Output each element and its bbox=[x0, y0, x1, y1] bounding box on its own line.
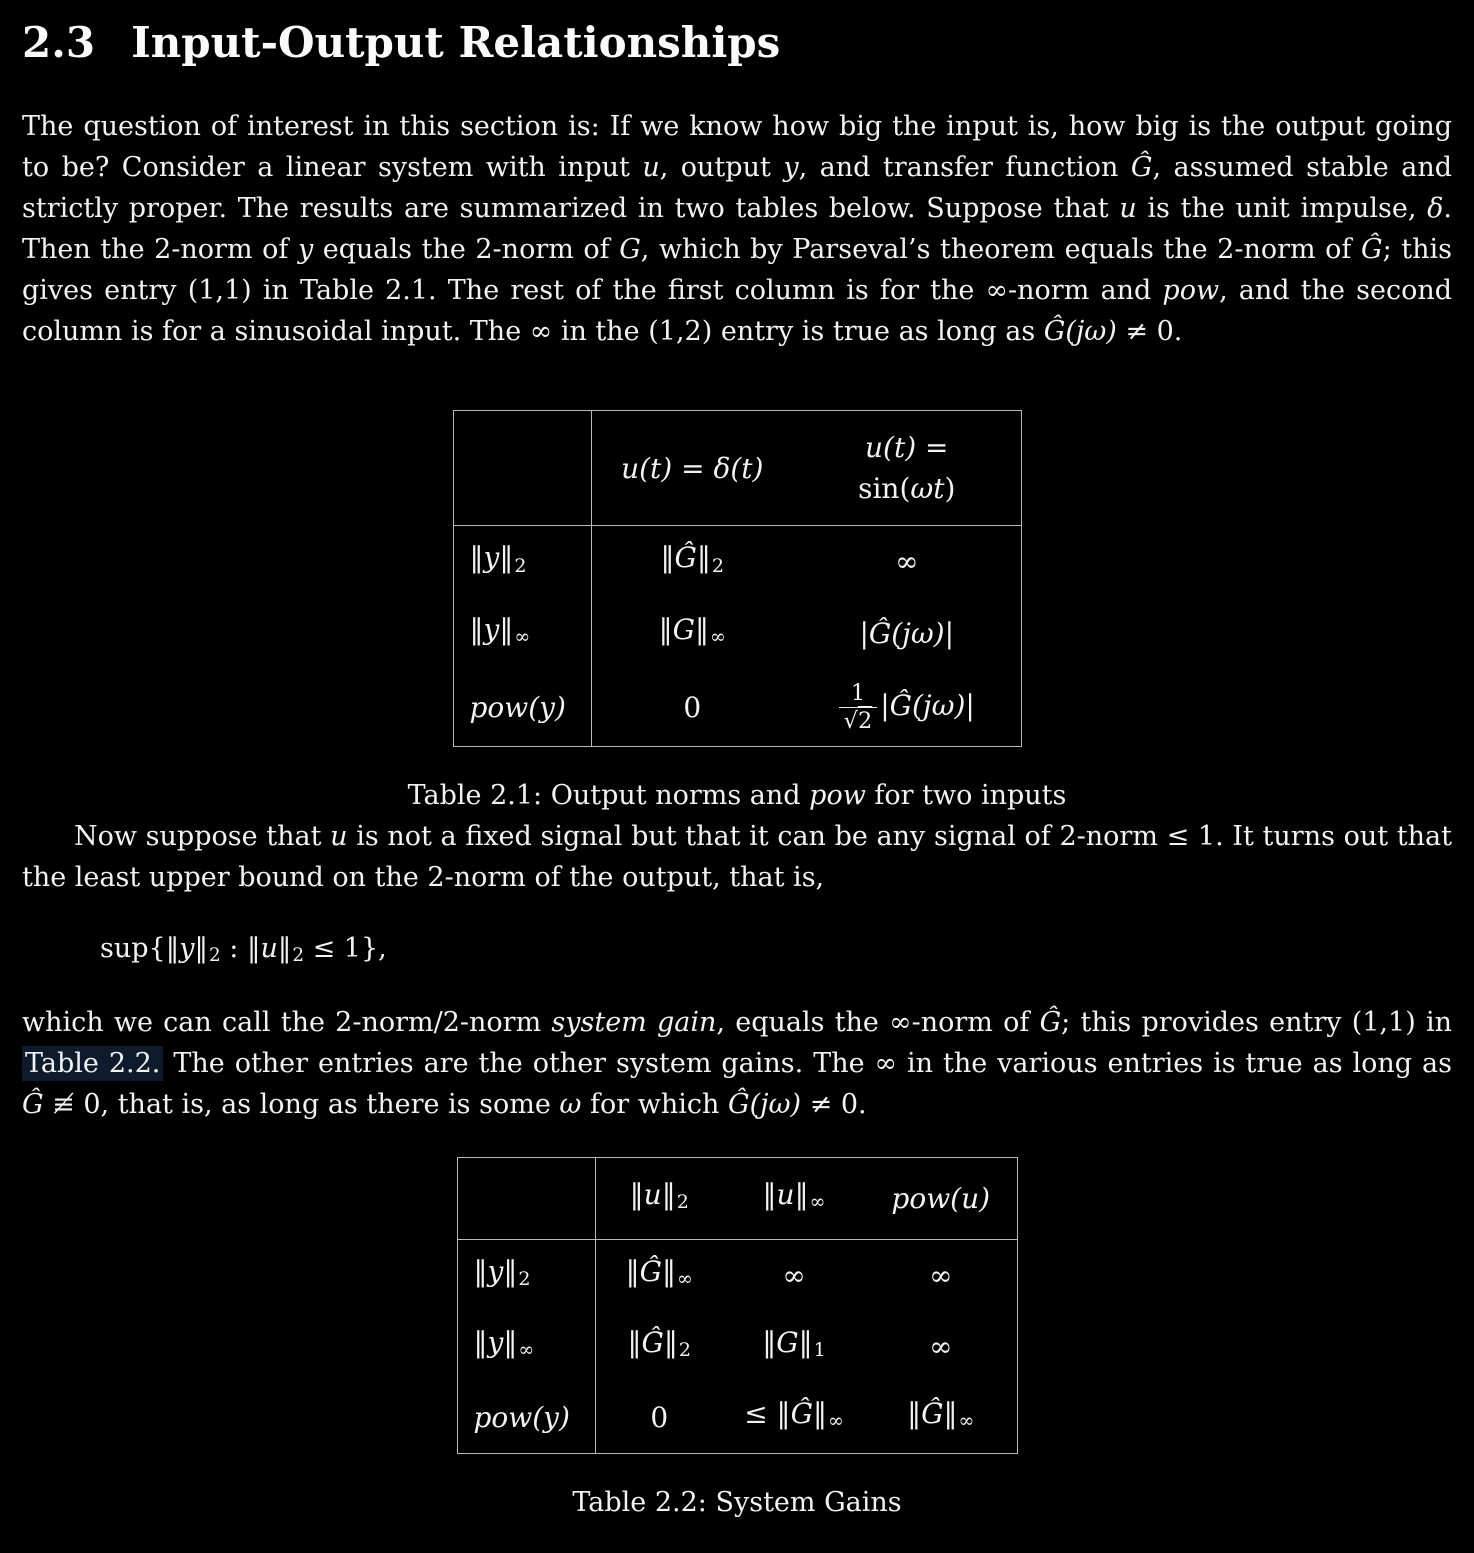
table-2-2-corner-cell bbox=[457, 1157, 595, 1239]
text-segment: ‖ bbox=[627, 1325, 642, 1359]
cell-powy-uinf bbox=[723, 1382, 865, 1454]
text-segment: y bbox=[179, 932, 195, 964]
text-segment: u bbox=[642, 152, 660, 184]
text-segment: is not a fixed signal but that it can be any signal of 2-norm ≤ 1. It turns out that the least upper bound on the 2-norm of the output, that is, bbox=[22, 820, 1452, 893]
cell-y2-uinf bbox=[723, 1239, 865, 1311]
text-segment: ∞ bbox=[809, 1190, 826, 1213]
text-segment: , equals the ∞-norm of bbox=[716, 1006, 1040, 1038]
text-segment: ‖ bbox=[943, 1397, 958, 1431]
text-segment: ∞ bbox=[782, 1258, 806, 1292]
text-segment: Ĝ bbox=[22, 1088, 44, 1120]
cell-yinf-impulse bbox=[591, 598, 793, 669]
text-segment: 2 bbox=[518, 1267, 531, 1290]
cell-y2-powu bbox=[865, 1239, 1017, 1311]
text-segment: ∞ bbox=[958, 1410, 975, 1433]
text-segment: ≤ 1}, bbox=[304, 932, 387, 964]
text-segment: pow(u) bbox=[891, 1181, 991, 1215]
text-segment: u bbox=[643, 1177, 662, 1211]
table-2-1-caption bbox=[22, 775, 1452, 816]
text-segment: Ĝ bbox=[1130, 152, 1153, 184]
text-segment: ‖ bbox=[762, 1325, 777, 1359]
row-label-y-infnorm bbox=[453, 598, 591, 669]
text-segment: u bbox=[1119, 193, 1137, 225]
row-label-pow-y bbox=[453, 669, 591, 746]
text-segment: y bbox=[483, 612, 500, 646]
text-segment: ∞ bbox=[827, 1410, 844, 1433]
paragraph-sup-intro bbox=[22, 816, 1452, 898]
text-segment: ∞ bbox=[514, 625, 531, 648]
text-segment: sup{ bbox=[100, 932, 166, 964]
text-segment: 2 bbox=[292, 944, 305, 966]
text-segment: Ĝ(jω) bbox=[889, 688, 966, 722]
table-2-1 bbox=[453, 410, 1022, 746]
table-row bbox=[453, 526, 1021, 598]
table-2-1-header-row bbox=[453, 411, 1021, 526]
text-segment: ∞ bbox=[677, 1267, 693, 1290]
text-segment: u(t) = bbox=[865, 431, 949, 465]
cell-powy-impulse bbox=[591, 669, 793, 746]
text-segment: u bbox=[776, 1177, 795, 1211]
cell-powy-powu bbox=[865, 1382, 1017, 1454]
text-segment: The question of interest in this section is: If we know how big the input is, how big is the output going to be? Consider a linear system with input bbox=[22, 111, 1452, 184]
text-segment: √ bbox=[843, 707, 858, 734]
cell-y2-sinusoid bbox=[793, 526, 1021, 598]
table-2-1-container bbox=[22, 410, 1452, 746]
text-segment: 2 bbox=[208, 944, 221, 966]
text-segment: u bbox=[330, 820, 348, 852]
text-segment: ‖ bbox=[629, 1177, 644, 1211]
text-segment: pow bbox=[1162, 275, 1220, 307]
text-segment: ‖ bbox=[246, 932, 261, 964]
text-segment: ‖ bbox=[469, 541, 484, 575]
cell-y2-u2 bbox=[595, 1239, 723, 1311]
text-segment: y bbox=[483, 541, 500, 575]
table-2-2-header-row bbox=[457, 1157, 1017, 1239]
section-number: 2.3 bbox=[22, 18, 96, 67]
text-segment: ‖ bbox=[625, 1254, 640, 1288]
text-segment: Ĝ bbox=[1039, 1006, 1062, 1038]
text-segment: ∞ bbox=[895, 545, 919, 579]
text-segment: ‖ bbox=[499, 612, 514, 646]
text-segment: . Then the 2-norm of bbox=[22, 193, 1452, 266]
text-segment: Ĝ bbox=[639, 1254, 662, 1288]
text-segment: Table 2.1: Output norms and bbox=[407, 779, 810, 811]
cell-yinf-uinf bbox=[723, 1311, 865, 1382]
fraction-denominator bbox=[839, 707, 878, 735]
text-segment: , which by Parseval’s theorem equals the 2-norm of bbox=[640, 234, 1361, 266]
table-row bbox=[457, 1239, 1017, 1311]
text-segment: Ĝ(jω) bbox=[868, 616, 945, 650]
text-segment: ∞ bbox=[929, 1330, 953, 1364]
text-segment: 0 bbox=[683, 690, 702, 724]
text-segment: jω bbox=[1075, 316, 1107, 348]
text-segment: ‖ bbox=[794, 1177, 809, 1211]
text-segment: Ĝ bbox=[674, 541, 697, 575]
text-segment: Ĝ bbox=[1043, 316, 1066, 348]
text-segment: which we can call the 2-norm/2-norm bbox=[22, 1006, 552, 1038]
text-segment: , and the second column is for a sinusoidal input. The ∞ in the (1,2) entry is true as long as bbox=[22, 275, 1452, 348]
text-segment: y bbox=[783, 152, 799, 184]
text-segment: | bbox=[965, 688, 975, 722]
text-segment: ≢ 0, that is, as long as there is some bbox=[43, 1088, 560, 1120]
text-segment: ∞ bbox=[710, 625, 726, 648]
row-label-y-2norm bbox=[453, 526, 591, 598]
text-segment: 1 bbox=[850, 679, 866, 706]
cell-powy-u2 bbox=[595, 1382, 723, 1454]
text-segment: 2 bbox=[711, 554, 724, 577]
text-segment: ‖ bbox=[473, 1325, 488, 1359]
table-2-2-container bbox=[22, 1157, 1452, 1455]
cell-yinf-u2 bbox=[595, 1311, 723, 1382]
text-segment: ω bbox=[559, 1088, 582, 1120]
text-segment: ‖ bbox=[798, 1325, 813, 1359]
table-2-1-corner-cell bbox=[453, 411, 591, 526]
text-segment: ‖ bbox=[696, 541, 711, 575]
text-segment: ωt bbox=[910, 472, 945, 506]
text-segment: is the unit impulse, bbox=[1136, 193, 1428, 225]
text-segment: Now suppose that bbox=[74, 820, 331, 852]
text-segment: : bbox=[220, 932, 247, 964]
table-2-1-header-sinusoid bbox=[793, 411, 1021, 526]
text-segment: δ bbox=[1427, 193, 1444, 225]
table-row bbox=[453, 598, 1021, 669]
fraction bbox=[839, 680, 878, 735]
text-segment: ≠ 0. bbox=[801, 1088, 867, 1120]
text-segment: ‖ bbox=[907, 1397, 922, 1431]
text-segment: 2 bbox=[857, 707, 873, 734]
text-segment: ‖ bbox=[661, 1177, 676, 1211]
text-segment: ; this gives entry (1,1) in Table 2.1. The rest of the first column is for the ∞-norm and bbox=[22, 234, 1452, 307]
text-segment: y bbox=[297, 234, 314, 266]
text-segment: G bbox=[672, 612, 695, 646]
text-segment: y bbox=[487, 1325, 504, 1359]
text-segment: ‖ bbox=[503, 1325, 518, 1359]
text-segment: ‖ bbox=[277, 932, 292, 964]
table-2-2-header-u-2norm bbox=[595, 1157, 723, 1239]
text-segment: 2 bbox=[514, 554, 527, 577]
text-segment: u bbox=[260, 932, 278, 964]
section-heading bbox=[22, 18, 1452, 68]
text-segment: | bbox=[880, 688, 890, 722]
text-segment: for two inputs bbox=[865, 779, 1067, 811]
text-segment: ( bbox=[1065, 316, 1076, 348]
text-segment: Ĝ bbox=[641, 1325, 664, 1359]
text-segment: system gain bbox=[551, 1006, 717, 1038]
cell-yinf-powu bbox=[865, 1311, 1017, 1382]
text-segment: ‖ bbox=[503, 1254, 518, 1288]
text-segment: ‖ bbox=[165, 932, 180, 964]
cell-powy-sinusoid bbox=[793, 669, 1021, 746]
text-segment: y bbox=[487, 1254, 504, 1288]
table-row bbox=[457, 1311, 1017, 1382]
text-segment: ; this provides entry (1,1) in bbox=[1061, 1006, 1452, 1038]
table-row bbox=[457, 1382, 1017, 1454]
row-label-y-infnorm bbox=[457, 1311, 595, 1382]
text-segment: 2 bbox=[678, 1339, 691, 1362]
section-title: Input-Output Relationships bbox=[131, 18, 781, 67]
table-2-2-header-pow-u bbox=[865, 1157, 1017, 1239]
equation-sup bbox=[100, 928, 1452, 976]
table-2-2-header-u-infnorm bbox=[723, 1157, 865, 1239]
text-segment: sin( bbox=[858, 472, 911, 506]
row-label-y-2norm bbox=[457, 1239, 595, 1311]
text-segment: ) bbox=[1106, 316, 1117, 348]
text-segment: G bbox=[619, 234, 641, 266]
text-segment: Table 2.2: System Gains bbox=[572, 1487, 902, 1519]
text-segment: ‖ bbox=[812, 1397, 827, 1431]
text-segment: pow bbox=[809, 779, 866, 811]
text-segment: Ĝ bbox=[921, 1397, 944, 1431]
table-2-2-caption bbox=[22, 1482, 1452, 1523]
text-segment: (jω) bbox=[749, 1088, 802, 1120]
text-segment: , assumed stable and strictly proper. The results are summarized in two tables below. Suppose that bbox=[22, 152, 1453, 225]
text-segment: The other entries are the other system gains. The ∞ in the various entries is true as long as bbox=[163, 1047, 1452, 1079]
text-segment: ‖ bbox=[663, 1325, 678, 1359]
text-segment: ) bbox=[944, 472, 956, 506]
paragraph-system-gains bbox=[22, 1002, 1452, 1125]
text-segment: equals the 2-norm of bbox=[313, 234, 620, 266]
table-2-2 bbox=[457, 1157, 1018, 1455]
text-segment: pow(y) bbox=[469, 690, 566, 724]
row-label-pow-y bbox=[457, 1382, 595, 1454]
text-segment: G bbox=[776, 1325, 799, 1359]
text-segment: 0 bbox=[650, 1401, 669, 1435]
text-segment: 2 bbox=[676, 1190, 689, 1213]
text-segment: ‖ bbox=[658, 612, 673, 646]
text-segment: ‖ bbox=[473, 1254, 488, 1288]
text-segment: Ĝ bbox=[790, 1397, 813, 1431]
paragraph-intro bbox=[22, 106, 1452, 352]
fraction-numerator bbox=[846, 680, 870, 707]
text-segment: for which bbox=[581, 1088, 728, 1120]
text-segment: 1 bbox=[813, 1339, 826, 1362]
text-segment: ≠ 0. bbox=[1116, 316, 1183, 348]
cell-y2-impulse bbox=[591, 526, 793, 598]
cell-yinf-sinusoid bbox=[793, 598, 1021, 669]
table-row bbox=[453, 669, 1021, 746]
text-segment: ‖ bbox=[469, 612, 484, 646]
text-segment: ‖ bbox=[695, 612, 709, 646]
text-segment: pow(y) bbox=[473, 1401, 570, 1435]
table-2-1-header-impulse bbox=[591, 411, 793, 526]
text-segment: , and transfer function bbox=[798, 152, 1131, 184]
text-segment: ‖ bbox=[499, 541, 514, 575]
text-segment: ∞ bbox=[518, 1339, 535, 1362]
text-segment: ‖ bbox=[660, 541, 675, 575]
text-segment: ≤ ‖ bbox=[744, 1397, 791, 1431]
text-segment: Ĝ bbox=[727, 1088, 750, 1120]
table-2-2-link[interactable]: Table 2.2. bbox=[22, 1046, 163, 1081]
text-segment: | bbox=[944, 616, 955, 650]
text-segment: ‖ bbox=[662, 1254, 676, 1288]
text-segment: ‖ bbox=[194, 932, 208, 964]
text-segment: | bbox=[859, 616, 869, 650]
text-segment: ‖ bbox=[762, 1177, 777, 1211]
text-segment: , output bbox=[659, 152, 784, 184]
text-segment: Ĝ bbox=[1361, 234, 1383, 266]
text-segment: u(t) = δ(t) bbox=[621, 451, 764, 485]
text-segment: ∞ bbox=[929, 1258, 953, 1292]
document-page bbox=[22, 18, 1452, 1523]
